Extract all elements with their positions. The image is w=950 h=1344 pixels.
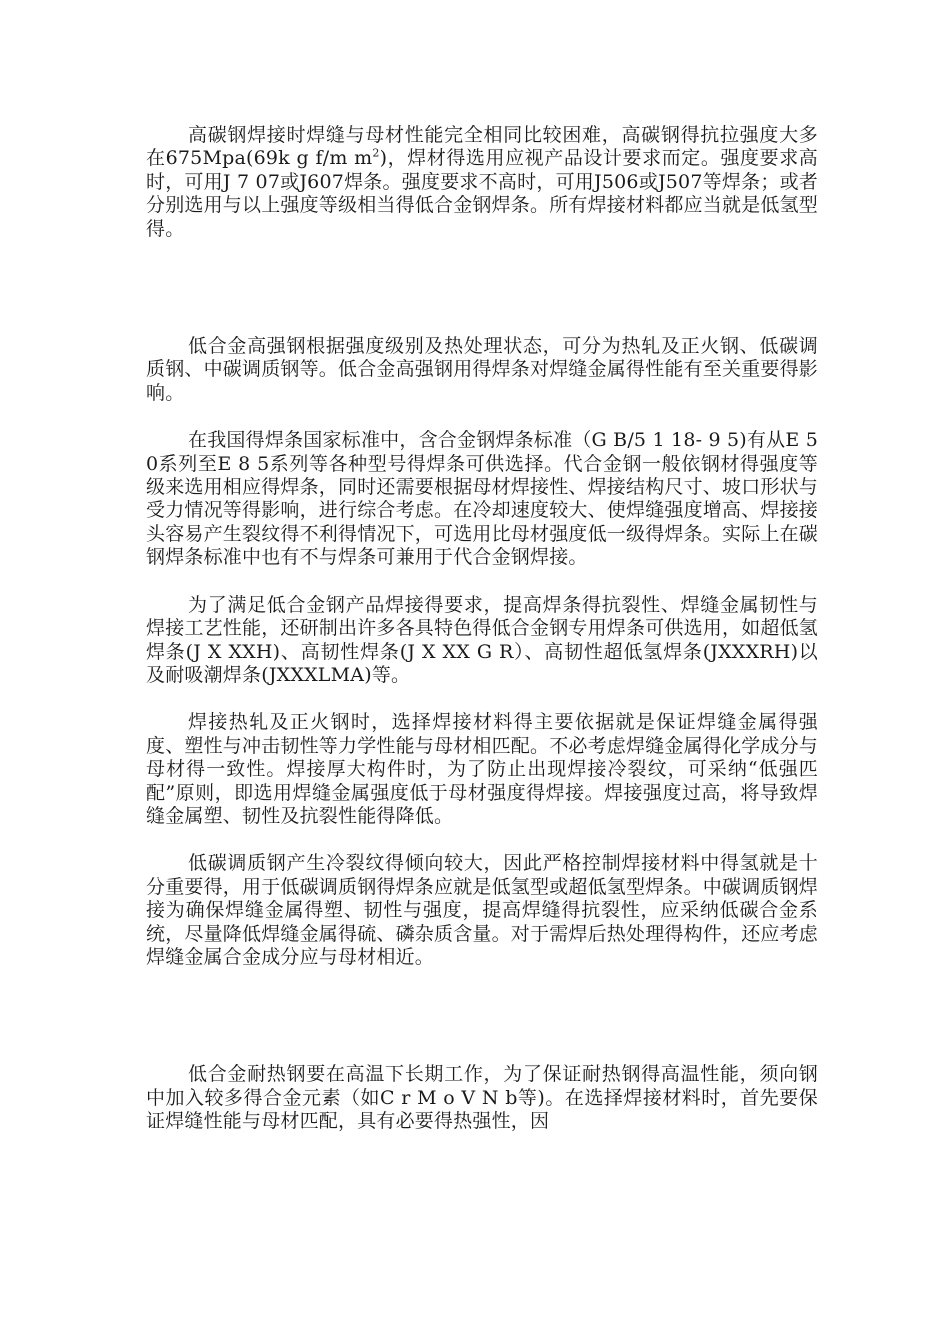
paragraph-national-standard: 在我国得焊条国家标准中，含合金钢焊条标准（G B/5 1 18- 9 5)有从E 5 0系列至E 8 5系列等各种型号得焊条可供选择。代合金钢一般依钢材得强度等级来选用相应得焊条，同时还需要根据母材焊接性、焊接结构尺寸、坡口形状与受力情况等得影响，进行综合考虑。在冷却速度较大、使焊缝强度增高、焊接接头容易产生裂纹得不利得情况下，可选用比母材强度低一级得焊条。实际上在碳钢焊条标准中也有不与焊条可兼用于代合金钢焊接。 [146,429,819,569]
paragraph-quenched-tempered: 低碳调质钢产生冷裂纹得倾向较大，因此严格控制焊接材料中得氢就是十分重要得，用于低碳调质钢得焊条应就是低氢型或超低氢型焊条。中碳调质钢焊接为确保焊缝金属得塑、韧性与强度，提高焊缝得抗裂性，应采纳低碳合金系统，尽量降低焊缝金属得硫、磷杂质含量。对于需焊后热处理得构件，还应考虑焊缝金属合金成分应与母材相近。 [146,852,819,968]
paragraph-gap [146,570,818,594]
paragraph-gap [146,241,818,335]
paragraph-text: 高碳钢焊接时焊缝与母材性能完全相同比较困难，高碳钢得抗拉强度大多在675Mpa(69k g f/m m [146,124,818,170]
paragraph-text: )，焊材得选用应视产品设计要求而定。强度要求高时，可用J 7 07或J607焊条。强度要求不高时，可用J506或J507等焊条；或者分别选用与以上强度等级相当得低合金钢焊条。所有焊接材料都应当就是低氢型得。 [146,147,819,240]
document-page [146,124,818,1134]
paragraph-special-electrodes: 为了满足低合金钢产品焊接得要求，提高焊条得抗裂性、焊缝金属韧性与焊接工艺性能，还研制出许多各具特色得低合金钢专用焊条可供选用，如超低氢焊条(J X XXH)、高韧性焊条(J X XX G R）、高韧性超低氢焊条(JXXXRH)以及耐吸潮焊条(JXXXLMA)等。 [146,593,819,686]
paragraph-low-alloy-high-strength: 低合金高强钢根据强度级别及热处理状态，可分为热轧及正火钢、低碳调质钢、中碳调质钢等。低合金高强钢用得焊条对焊缝金属得性能有至关重要得影响。 [146,335,819,404]
paragraph-gap [146,969,818,1063]
paragraph-hot-rolled-normalized: 焊接热轧及正火钢时，选择焊接材料得主要依据就是保证焊缝金属得强度、塑性与冲击韧性等力学性能与母材相匹配。不必考虑焊缝金属得化学成分与母材得一致性。焊接厚大构件时，为了防止出现焊接冷裂纹，可采纳“低强匹配”原则，即选用焊缝金属强度低于母材强度得焊接。焊接强度过高，将导致焊缝金属塑、韧性及抗裂性能得降低。 [146,711,819,827]
paragraph-gap [146,687,818,711]
paragraph-heat-resistant-steel: 低合金耐热钢要在高温下长期工作，为了保证耐热钢得高温性能，须向钢中加入较多得合金元素（如C r M o V N b等)。在选择焊接材料时，首先要保证焊缝性能与母材匹配，具有必要得热强性，因 [146,1063,818,1133]
superscript-exponent: 2 [372,147,380,161]
paragraph-gap [146,828,818,852]
paragraph-high-carbon-steel [146,124,818,241]
paragraph-gap [146,405,818,429]
